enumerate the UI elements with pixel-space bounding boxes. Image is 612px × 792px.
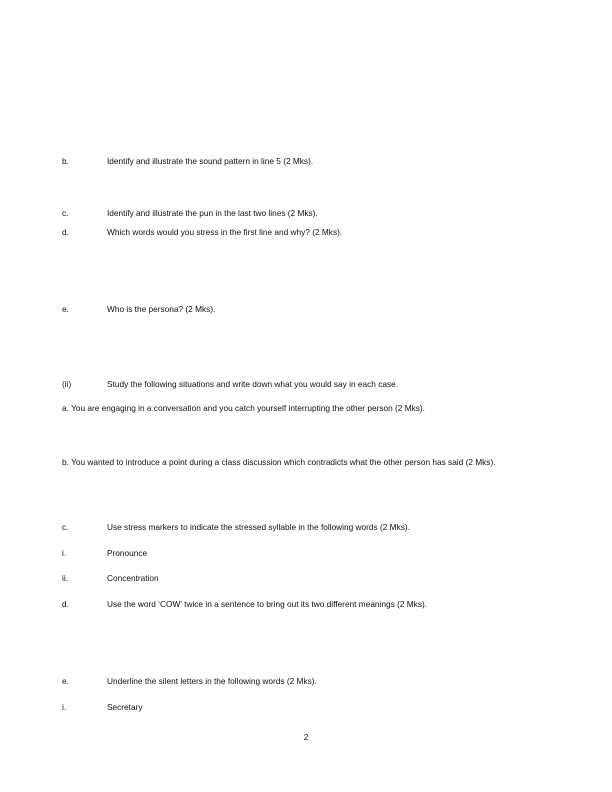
question-text: Use the word ‘COW’ twice in a sentence to bring out its two different meanings (2 Mks).	[107, 599, 428, 609]
item-label: d.	[62, 227, 69, 237]
question-text: Identify and illustrate the pun in the last two lines (2 Mks).	[107, 208, 318, 218]
question-a: a. You are engaging in a conversation and you catch yourself interrupting the other person (2 Mks).	[62, 403, 425, 413]
item-label: b.	[62, 156, 69, 166]
item-label: c.	[62, 208, 69, 218]
question-b: b. You wanted to introduce a point during a class discussion which contradicts what the other person has said (2 Mks).	[62, 457, 496, 467]
item-label: e.	[62, 676, 69, 686]
word-text: Concentration	[107, 573, 159, 583]
item-label: (ii)	[62, 379, 72, 389]
word-text: Pronounce	[107, 548, 148, 558]
item-label: i.	[62, 702, 67, 712]
question-text: Underline the silent letters in the following words (2 Mks).	[107, 676, 317, 686]
question-text: Who is the persona? (2 Mks).	[107, 304, 216, 314]
page-number: 2	[303, 732, 309, 742]
item-label: c.	[62, 522, 69, 532]
question-text: Identify and illustrate the sound pattern in line 5 (2 Mks).	[107, 156, 314, 166]
word-text: Secretary	[107, 702, 143, 712]
question-text: Use stress markers to indicate the stressed syllable in the following words (2 Mks).	[107, 522, 410, 532]
item-label: d.	[62, 599, 69, 609]
item-label: ii.	[62, 573, 68, 583]
question-text: Study the following situations and write down what you would say in each case.	[107, 379, 399, 389]
item-label: i.	[62, 548, 67, 558]
question-text: Which words would you stress in the first line and why? (2 Mks).	[107, 227, 343, 237]
item-label: e.	[62, 304, 69, 314]
